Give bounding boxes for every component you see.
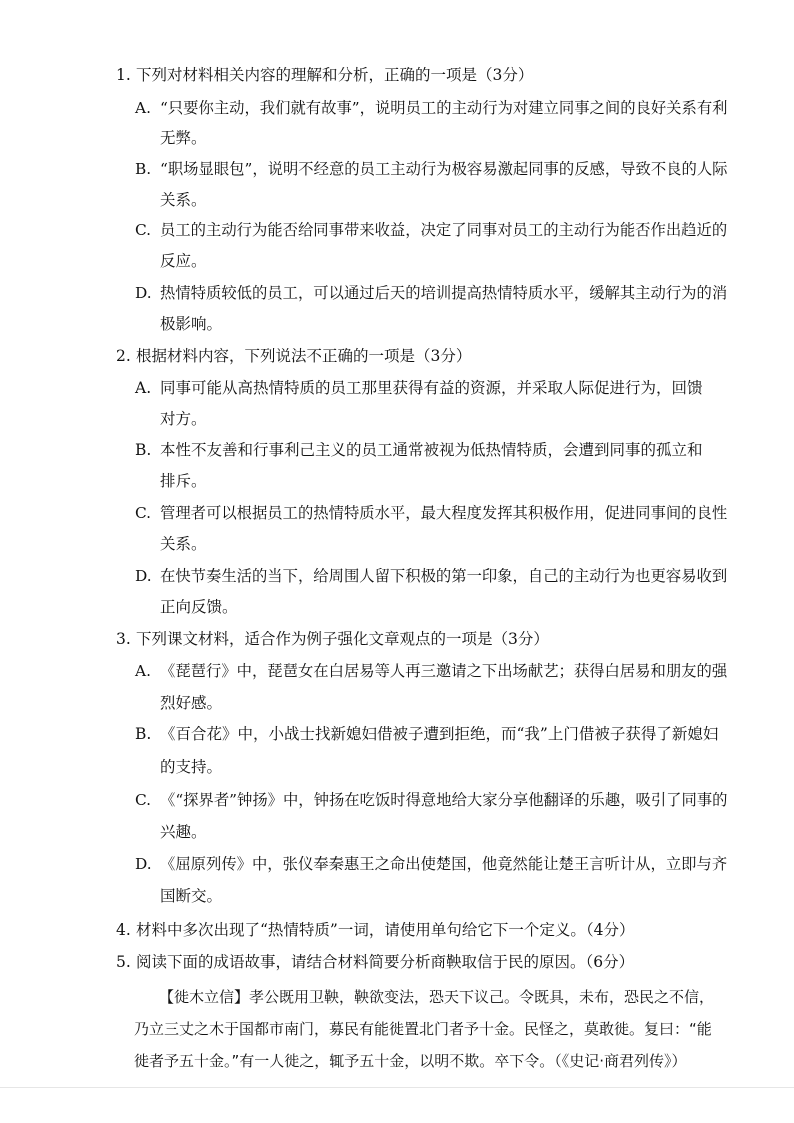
question-3-option-c-continuation: 兴趣。	[160, 823, 207, 841]
option-label: A.	[135, 99, 151, 117]
option-label: D.	[135, 855, 152, 873]
option-label: B.	[135, 725, 152, 743]
question-2-option-d	[135, 565, 727, 587]
option-label: A.	[135, 662, 151, 680]
story-line-3: 徙者予五十金。”有一人徙之，辄予五十金，以明不欺。卒下令。（《史记·商君列传》）	[134, 1052, 687, 1070]
option-label: B.	[135, 441, 152, 459]
option-label: D.	[135, 284, 152, 302]
question-2-option-a-continuation: 对方。	[160, 410, 207, 428]
option-label: A.	[135, 379, 152, 397]
question-1-option-c-continuation: 反应。	[160, 252, 207, 270]
question-text: 根据材料内容，下列说法不正确的一项是（3分）	[136, 347, 472, 365]
question-3-option-d-continuation: 国断交。	[160, 887, 223, 905]
question-number: 5.	[116, 953, 131, 971]
question-text: 阅读下面的成语故事，请结合材料简要分析商鞅取信于民的原因。（6分）	[136, 953, 635, 971]
option-text: 本性不友善和行事利己主义的员工通常被视为低热情特质，会遭到同事的孤立和	[160, 441, 703, 459]
question-2-option-c	[135, 502, 727, 524]
option-label: C.	[135, 504, 152, 522]
question-3-option-a-continuation: 烈好感。	[160, 694, 223, 712]
question-number: 1.	[116, 66, 131, 84]
question-1-stem	[116, 64, 533, 86]
option-text: 在快节奏生活的当下，给周围人留下积极的第一印象，自己的主动行为也更容易收到	[160, 567, 728, 585]
option-text: “职场显眼包”，说明不经意的员工主动行为极容易激起同事的反感，导致不良的人际	[160, 160, 728, 178]
question-3-option-a	[135, 660, 727, 682]
option-label: C.	[135, 221, 152, 239]
question-5-stem	[116, 951, 634, 973]
option-text: 《“探界者”钟扬》中，钟扬在吃饭时得意地给大家分享他翻译的乐趣，吸引了同事的	[160, 791, 728, 809]
question-2-option-d-continuation: 正向反馈。	[160, 598, 238, 616]
question-3-option-d	[135, 853, 727, 875]
question-2-option-b-continuation: 排斥。	[160, 472, 207, 490]
option-text: 《百合花》中，小战士找新媳妇借被子遭到拒绝，而“我”上门借被子获得了新媳妇	[160, 725, 719, 743]
option-text: 《琵琶行》中，琵琶女在白居易等人再三邀请之下出场献艺；获得白居易和朋友的强	[160, 662, 728, 680]
question-2-option-b	[135, 439, 703, 461]
question-text: 材料中多次出现了“热情特质”一词，请使用单句给它下一个定义。（4分）	[136, 921, 635, 939]
option-text: 热情特质较低的员工，可以通过后天的培训提高热情特质水平，缓解其主动行为的消	[160, 284, 728, 302]
question-3-option-b	[135, 723, 718, 745]
question-1-option-d-continuation: 极影响。	[160, 315, 223, 333]
question-3-option-c	[135, 789, 728, 811]
story-line-1: 【徙木立信】孝公既用卫鞅，鞅欲变法，恐天下议己。令既具，未布，恐民之不信，	[159, 988, 715, 1006]
question-1-option-d	[135, 282, 727, 304]
story-line-2: 乃立三丈之木于国都市南门，募民有能徙置北门者予十金。民怪之，莫敢徙。复曰：“能	[134, 1020, 712, 1038]
page-bottom-divider	[0, 1087, 794, 1088]
question-1-option-a-continuation: 无弊。	[160, 129, 207, 147]
option-label: B.	[135, 160, 152, 178]
option-text: 《屈原列传》中，张仪奉秦惠王之命出使楚国，他竟然能让楚王言听计从，立即与齐	[160, 855, 728, 873]
option-label: C.	[135, 791, 152, 809]
option-text: “只要你主动，我们就有故事”，说明员工的主动行为对建立同事之间的良好关系有利	[160, 99, 728, 117]
question-text: 下列课文材料，适合作为例子强化文章观点的一项是（3分）	[136, 630, 549, 648]
question-1-option-b	[135, 158, 728, 180]
option-text: 管理者可以根据员工的热情特质水平，最大程度发挥其积极作用，促进同事间的良性	[160, 504, 728, 522]
question-2-option-c-continuation: 关系。	[160, 535, 207, 553]
question-1-option-c	[135, 219, 727, 241]
question-number: 3.	[116, 630, 131, 648]
option-text: 员工的主动行为能否给同事带来收益，决定了同事对员工的主动行为能否作出趋近的	[160, 221, 728, 239]
question-3-option-b-continuation: 的支持。	[160, 758, 223, 776]
question-1-option-a	[135, 97, 728, 119]
question-1-option-b-continuation: 关系。	[160, 191, 207, 209]
question-number: 2.	[116, 347, 131, 365]
question-number: 4.	[116, 921, 131, 939]
question-2-stem	[116, 345, 471, 367]
option-label: D.	[135, 567, 152, 585]
question-3-stem	[116, 628, 549, 650]
option-text: 同事可能从高热情特质的员工那里获得有益的资源，并采取人际促进行为，回馈	[160, 379, 703, 397]
question-4-stem	[116, 919, 634, 941]
question-text: 下列对材料相关内容的理解和分析，正确的一项是（3分）	[136, 66, 534, 84]
question-2-option-a	[135, 377, 703, 399]
